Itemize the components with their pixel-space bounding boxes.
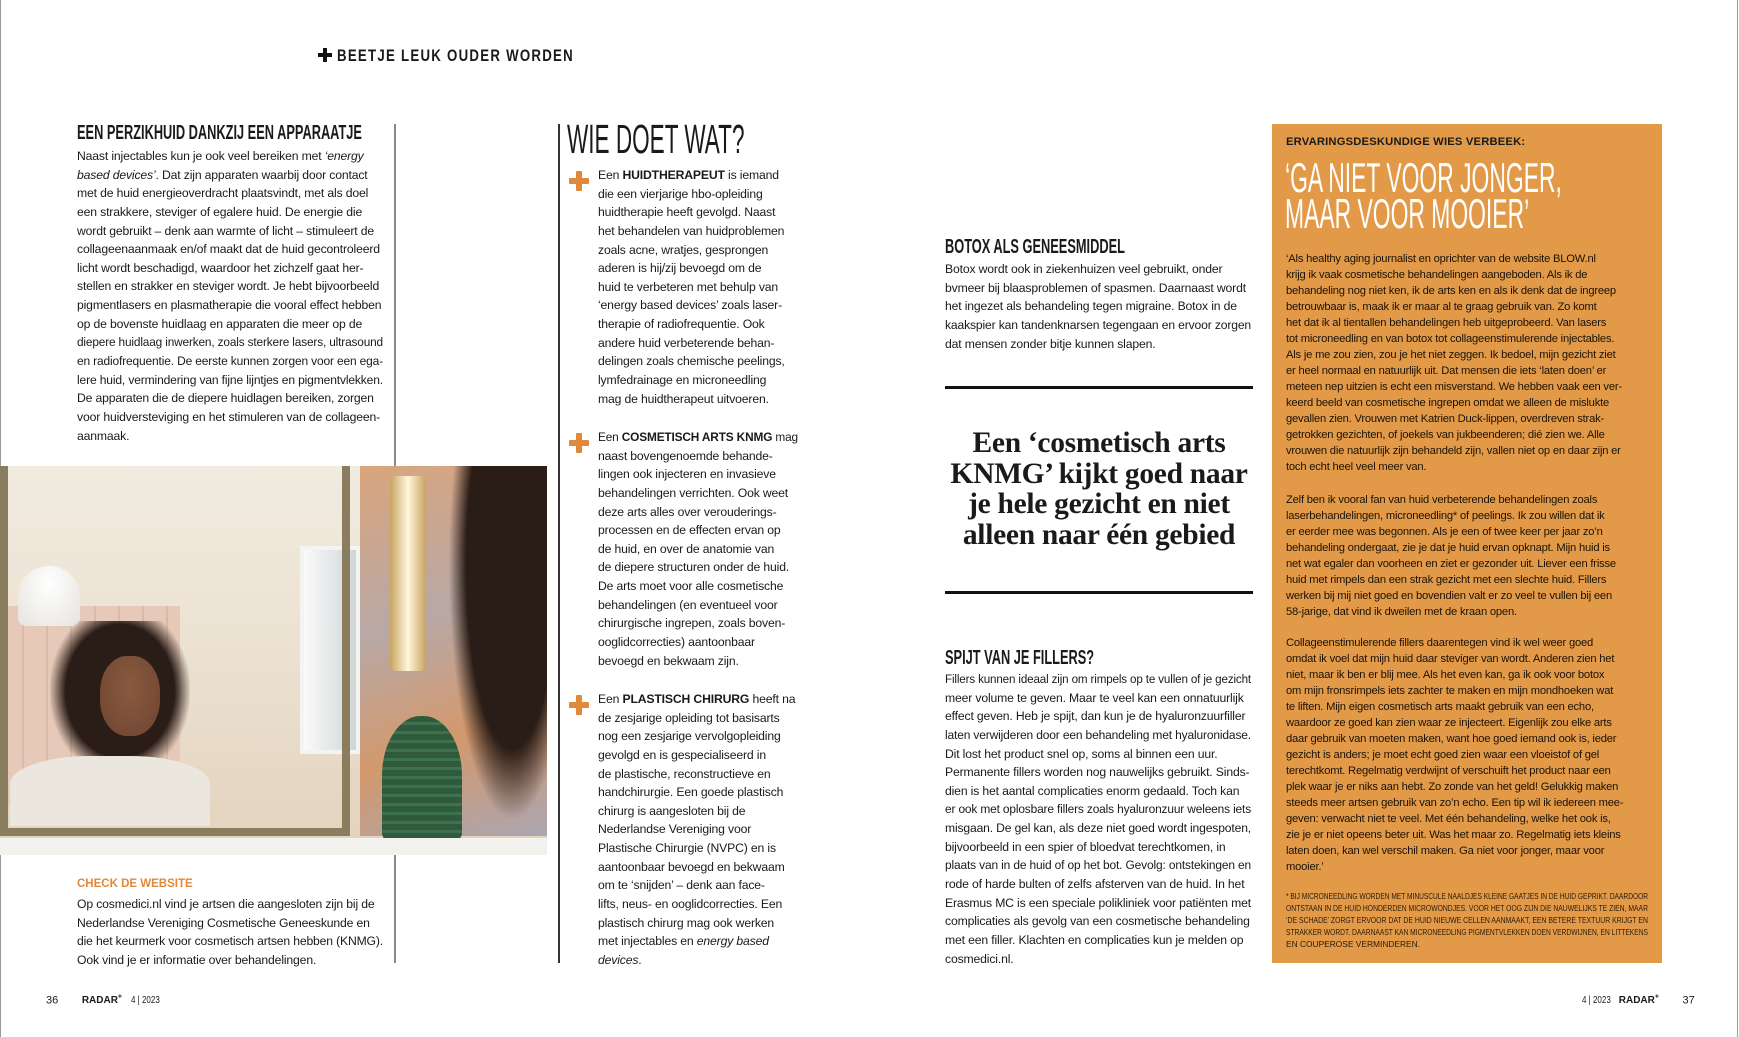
text-line: kaakspier kan tandenknarsen tegengaan en ervoor zorgen (945, 317, 1252, 332)
text-line: en radiofrequentie. De eerste kunnen zorgen voor een ega- (77, 354, 384, 369)
text-line: je hele gezicht en niet (968, 488, 1230, 521)
text-line: zoals acne, wratjes, gesprongen (598, 242, 769, 257)
text-line: met de huid energieoverdracht plaatsvindt, met als doel (77, 186, 369, 201)
text-line: therapie of radiofrequentie. Ook (598, 317, 765, 332)
quote-rule-top (945, 386, 1253, 389)
text-line: chirurg is aangesloten bij de (598, 803, 746, 818)
text-line: krijg ik vaak cosmetische behandelingen aangeboden. Als ik de (1286, 269, 1588, 281)
text-line: Permanente fillers worden nog nauwelijks gebruikt. Sinds- (945, 765, 1250, 780)
text-line: laten doen, kan wel verschil maken. Ga niet voor jonger, maar voor (1286, 845, 1605, 857)
text-segment: . Dat zijn apparaten waarbij door contact (155, 167, 368, 182)
text-line: lingen ook injecteren en invasieve (598, 467, 776, 482)
text-segment: met injectables en (598, 934, 697, 949)
text-line: ‘DE SCHADE’ ZORGT ERVOOR DAT DE HUID NIEUWE CELLEN AANMAAKT, EEN BETERE TEXTUUR KRIJGT EN (1286, 915, 1649, 925)
check-website-heading: CHECK DE WEBSITE (77, 878, 193, 890)
text-line: lifts, neus- en ooglidcorrecties. Een (598, 897, 783, 912)
text-line: gezicht is anders; je moet echt goed zien waar een vloeistof of gel (1286, 749, 1600, 761)
text-line (598, 428, 798, 447)
text-line: Erasmus MC is een speciale polikliniek voor patiënten met (945, 895, 1251, 910)
text-line: omdat ik voel dat mijn huid daar steviger van wordt. Anderen zien het (1286, 653, 1615, 665)
text-line: er eerder mee was begonnen. Als je een of twee keer per jaar zo’n (1286, 526, 1603, 538)
text-line: mag de huidtherapeut uitvoeren. (598, 391, 769, 406)
text-segment: is iemand (724, 168, 779, 182)
text-line: ‘energy based devices’ zoals laser- (598, 298, 782, 313)
italic-text: based devices’ (77, 167, 156, 182)
text-line (598, 932, 769, 951)
text-line: er heel normaal en natuurlijk uit. Dat mensen die iets ‘laten doen’ er (1286, 365, 1607, 377)
text-line: * BIJ MICRONEEDLING WORDEN MET MINUSCULE NAALDJES KLEINE GAATJES IN DE HUID GEPRIKT. DAARDOOR (1286, 891, 1649, 901)
text-line: keerd beeld van cosmetische ingrepen omdat we alleen de mislukte (1286, 397, 1610, 409)
text-line: te liften. Mijn eigen cosmetisch arts maakt gebruik van een echo, (1286, 701, 1594, 713)
brand-logo: RADAR+ (1618, 994, 1659, 1007)
text-line: Fillers kunnen ideaal zijn om rimpels op te vullen of je gezicht (945, 672, 1251, 686)
text-line: bijvoorbeeld in een spier of bloedvat terechtkomen, in (945, 839, 1226, 854)
text-segment: mag (772, 430, 798, 444)
text-line: die het keurmerk voor cosmetisch artsen hebben (KNMG). (77, 934, 383, 949)
text-line: daar gebruik van moeten maken, want hoe goed iemand ook is, ieder (1286, 733, 1617, 745)
text-line: ooglidcorrecties) aantoonbaar (598, 635, 755, 650)
text-line: plaats van in de huid of op het bot. Gevolg: ontstekingen en (945, 858, 1251, 873)
text-line: rode of harde bulten of zelfs afsterven van de huid. In het (945, 877, 1245, 892)
photo-mirror-frame (0, 466, 350, 836)
text-line: aderen is hij/zij bevoegd om de (598, 261, 762, 276)
text-line: EN COUPEROSE VERMINDEREN. (1286, 939, 1421, 949)
text-line: aanmaak. (77, 428, 130, 443)
text-line: vrouwen die natuurlijk zijn behandeld zijn, vallen niet op en daar zijn er (1286, 445, 1621, 457)
text-line: het ingezet als behandeling tegen migraine. Botox in de (945, 299, 1237, 314)
issue-label: 4 | 2023 (130, 995, 160, 1007)
text-line: net wat egaler dan voorheen en ziet er gezonder uit. Liever een frisse (1286, 558, 1616, 570)
text-line: mooier.’ (1286, 861, 1324, 873)
italic-text: devices (598, 952, 639, 967)
text-line (77, 166, 368, 185)
text-line: meteen nep uitzien is echt een misverstand. We hebben vaak een ver- (1286, 381, 1622, 393)
text-line: huidtherapie heeft gevolgd. Naast (598, 205, 776, 220)
bold-term: HUIDTHERAPEUT (622, 168, 725, 182)
text-line: meer volume te geven. Maar te veel kan een onnatuurlijk (945, 690, 1244, 705)
running-head-label: BEETJE LEUK OUDER WORDEN (337, 46, 574, 65)
text-line: diepere huidlaag inwerken, zoals sterkere lasers, ultrasound (77, 335, 383, 350)
text-line: misgaan. De gel kan, als deze niet goed wordt ingespoten, (945, 821, 1252, 836)
brand-logo: RADAR+ (81, 994, 123, 1007)
text-line: behandeling nog niet ken, ik de arts ken en als ik denk dat de ingreep (1286, 285, 1616, 297)
text-line: cosmedici.nl. (945, 951, 1014, 966)
plastisch-chirurg-text (598, 690, 795, 970)
text-segment: . (638, 952, 642, 967)
photo-wall-light (390, 476, 426, 671)
column-divider (394, 855, 396, 963)
text-line (77, 147, 364, 166)
text-line: huid te verbeteren met behulp van (598, 279, 779, 294)
text-line: STRAKKER WORDT. DAARNAAST KAN MICRONEEDLING PIGMENTVLEKKEN DOEN VERDWIJNEN, EN LITTEKENS (1286, 927, 1648, 937)
botox-text (945, 260, 1253, 353)
text-line: voor huidversteviging en het stimuleren van de collageen- (77, 409, 381, 424)
text-line: behandelingen (en eventueel voor (598, 597, 778, 612)
orange-plus-icon (569, 695, 589, 715)
wie-doet-wat-heading: WIE DOET WAT? (567, 116, 745, 162)
text-line: ‘Als healthy aging journalist en oprichter van de website BLOW.nl (1286, 253, 1596, 265)
footer-left (46, 991, 167, 1008)
text-line: pigmentlasers en plasmatherapie die vooral effect hebben (77, 298, 382, 313)
quote-rule-bottom (945, 591, 1253, 594)
text-line: het behandelen van huidproblemen (598, 223, 785, 238)
text-line: terechtkomt. Regelmatig verdwijnt of verschuift het product naar een (1286, 765, 1611, 777)
text-line: ONTSTAAN IN DE HUID HONDERDEN MICROWONDJES. VOOR HET OOG ZIJN DIE NAUWELIJKS TE ZIEN, MAAR (1286, 903, 1648, 913)
cosmetisch-arts-text (598, 428, 804, 670)
text-line: alleen naar één gebied (962, 518, 1236, 551)
text-line: Zelf ben ik vooral fan van huid verbeterende behandelingen zoals (1286, 494, 1598, 506)
text-line: om te ‘snijden’ – denk aan face- (598, 878, 765, 893)
text-line: plastisch chirurg mag ook werken (598, 915, 775, 930)
italic-text: ‘energy (324, 149, 364, 163)
text-line: er ook met oplosbare fillers zoals hyaluronzuur weleens iets (945, 802, 1251, 817)
text-segment: Naast injectables kun je ook veel bereiken met (77, 149, 325, 163)
text-line: dat mensen zonder bitje kunnen slapen. (945, 336, 1156, 351)
text-line: behandeling ondergaat, zie je dat je huid ervan opknapt. Mijn huid is (1286, 542, 1610, 554)
text-line: nog een zesjarige vervolgopleiding (598, 729, 781, 744)
text-line: aantoonbaar bevoegd en bekwaam (598, 859, 785, 874)
text-line: lere huid, vermindering van fijne lijntjes en pigmentvlekken. (77, 372, 384, 387)
text-line: processen en de effecten ervan op (598, 523, 781, 538)
text-line: andere huid verbeterende behan- (598, 335, 775, 350)
fillers-heading: SPIJT VAN JE FILLERS? (945, 647, 1095, 669)
text-line: KNMG’ kijkt goed naar (950, 457, 1248, 490)
text-line: effect geven. Heb je spijt, dan kun je de hyaluronzuurfiller (945, 709, 1246, 724)
column-divider (558, 124, 560, 963)
text-line: handchirurgie. Een goede plastisch (598, 785, 784, 800)
footnote (1286, 890, 1739, 950)
text-line: Een ‘cosmetisch arts (972, 427, 1226, 459)
running-head (318, 46, 641, 66)
text-line: waardoor ze goed kan zien waar ze injecteert. Eigenlijk zou elke arts (1286, 717, 1612, 729)
text-line: met een filler. Klachten en complicaties kun je melden op (945, 932, 1244, 947)
text-segment: Een (598, 692, 623, 706)
bold-term: COSMETISCH ARTS KNMG (621, 430, 773, 444)
text-segment: Een (598, 430, 622, 444)
text-line: De arts moet voor alle cosmetische (598, 579, 784, 594)
text-line: wordt gebruikt – denk aan warmte of licht – stimuleert de (77, 223, 374, 238)
interview-title: ‘GA NIET VOOR JONGER, MAAR VOOR MOOIER’ (1285, 154, 1562, 237)
page-number: 36 (46, 994, 59, 1007)
orange-plus-icon (569, 433, 589, 453)
text-line: Op cosmedici.nl vind je artsen die aangesloten zijn bij de (77, 897, 375, 911)
text-line: 58-jarige, dat vind ik dweilen met de kraan open. (1286, 606, 1517, 618)
text-line: tot microneedling en van botox tot collageenstimulerende injectables. (1286, 333, 1615, 345)
text-line: Dit lost het product snel op, soms al binnen een uur. (945, 746, 1218, 761)
text-line: zie je er niet opeens beter uit. Was het maar zo. Regelmatig iets kleins (1286, 829, 1621, 841)
plus-icon (318, 48, 332, 62)
text-line: naast bovengenoemde behande- (598, 448, 773, 463)
text-line: Nederlandse Vereniging Cosmetische Geneeskunde en (77, 915, 370, 930)
text-line: bevoegd en bekwaam zijn. (598, 653, 739, 668)
text-line: de huid, en over de anatomie van (598, 541, 775, 556)
photo-shelf (0, 838, 547, 855)
issue-label: 4 | 2023 (1582, 995, 1611, 1007)
huidtherapeut-text (598, 166, 785, 408)
text-line: een strakkere, steviger of egalere huid. De energie die (77, 204, 363, 219)
text-line: het dat ik al tientallen behandelingen heb uitgeprobeerd. Van lasers (1286, 317, 1607, 329)
text-line: huid met rimpels dan een strak gezicht met een slechte huid. Fillers (1286, 574, 1607, 586)
interview-paragraph (1286, 635, 1623, 875)
text-line: gevolgd en is gespecialiseerd in (598, 747, 766, 762)
text-line: werken bij mij niet goed en bovendien valt er zo veel te vullen bij een (1286, 590, 1612, 602)
text-line: chirurgische ingrepen, zoals boven- (598, 616, 786, 631)
text-line: geven: verwacht niet te veel. Met één behandeling, welke het ook is, (1286, 813, 1611, 825)
text-line (598, 951, 642, 970)
pull-quote (935, 428, 1263, 550)
interview-paragraph (1286, 251, 1622, 475)
text-line: laten verwijderen door een behandeling met hyaluronidase. (945, 727, 1251, 742)
footer-right (1582, 991, 1695, 1008)
interview-label: ERVARINGSDESKUNDIGE WIES VERBEEK: (1286, 136, 1526, 148)
text-line: Plastische Chirurgie (NVPC) en is (598, 841, 776, 856)
text-line: Nederlandse Vereniging voor (598, 822, 752, 837)
text-line: om mijn fronsrimpels iets zachter te maken en mijn mondhoeken wat (1286, 685, 1614, 697)
text-line: laserbehandelingen, microneedling* of peelings. Ik zou willen dat ik (1286, 510, 1605, 522)
text-line: op de bovenste huidlaag en apparaten die meer op de (77, 316, 363, 331)
page-edge-right (1737, 0, 1738, 1037)
text-line: de diepere structuren onder de huid. (598, 560, 790, 575)
text-line: betrouwbaar is, maak ik er maar al te graag gebruik van. Zo komt (1286, 301, 1597, 313)
text-line: Ook vind je er informatie over behandelingen. (77, 952, 317, 967)
text-line: de zesjarige opleiding tot basisarts (598, 710, 780, 725)
botox-heading: BOTOX ALS GENEESMIDDEL (945, 236, 1125, 258)
text-line: deze arts alles over verouderings- (598, 504, 777, 519)
text-segment: heeft na (749, 692, 796, 706)
text-line: getrokken gezichten, of joekels van jukbeenderen; dié zien we. Alle (1286, 429, 1605, 441)
orange-plus-icon (569, 171, 589, 191)
text-line: complicaties als gevolg van een cosmetische behandeling (945, 914, 1250, 929)
text-line (598, 690, 795, 709)
text-line: de plastische, reconstructieve en (598, 766, 771, 781)
page-number: 37 (1682, 994, 1695, 1007)
check-website-text (77, 895, 384, 970)
text-segment: Een (598, 168, 623, 182)
text-line: die een vierjarige hbo-opleiding (598, 186, 763, 201)
left-body-text (77, 147, 393, 445)
text-line: Collageenstimulerende fillers daarentegen vind ik wel weer goed (1286, 637, 1594, 649)
text-line (598, 166, 779, 185)
section-heading: EEN PERZIKHUID DANKZIJ EEN APPARAATJE (77, 122, 362, 144)
text-line: steeds meer artsen gebruik van zo’n echo. Een tip wil ik iedereen mee- (1286, 797, 1624, 809)
text-line: gevallen zien. Vrouwen met Katrien Duck-lippen, overdreven strak- (1286, 413, 1605, 425)
photo-foreground-head (440, 466, 547, 855)
fillers-text (945, 670, 1266, 968)
text-line: licht wordt beschadigd, waardoor het zichzelf gaat her- (77, 260, 364, 275)
text-line: collageenaanmaak en/of maakt dat de huid gecontroleerd (77, 242, 380, 257)
column-divider (394, 124, 396, 466)
interview-paragraph (1286, 492, 1616, 620)
text-line: behandelingen verrichten. Ook weet (598, 485, 789, 500)
article-photo (0, 466, 547, 855)
text-line: lymfedrainage en microneedling (598, 373, 767, 388)
text-line: toch echt heel veel meer van. (1286, 461, 1427, 473)
interview-box (1272, 124, 1662, 963)
text-line: delingen zoals chemische peelings, (598, 354, 785, 369)
bold-term: PLASTISCH CHIRURG (622, 692, 750, 706)
text-line: stellen en strakker en steviger wordt. Je hebt bijvoorbeeld (77, 279, 380, 294)
text-line: Botox wordt ook in ziekenhuizen veel gebruikt, onder (945, 262, 1223, 276)
text-line: plek waar je er niks aan hebt. Zo zonde van het geld! Gelukkig maken (1286, 781, 1619, 793)
text-line: niet, maar ik ben er blij mee. Als het even kan, ga ik ook voor botox (1286, 669, 1605, 681)
text-line: bvmeer bij blaasproblemen of spasmen. Daarnaast wordt (945, 280, 1246, 295)
italic-text: energy based (696, 934, 769, 949)
text-line: Als je me zou zien, zou je het niet zeggen. Ik bedoel, mijn gezicht ziet (1286, 349, 1616, 361)
text-line: De apparaten die de diepere huidlagen bereiken, zorgen (77, 391, 374, 406)
text-line: dien is het aantal complicaties enorm gedaald. Toch kan (945, 783, 1240, 798)
